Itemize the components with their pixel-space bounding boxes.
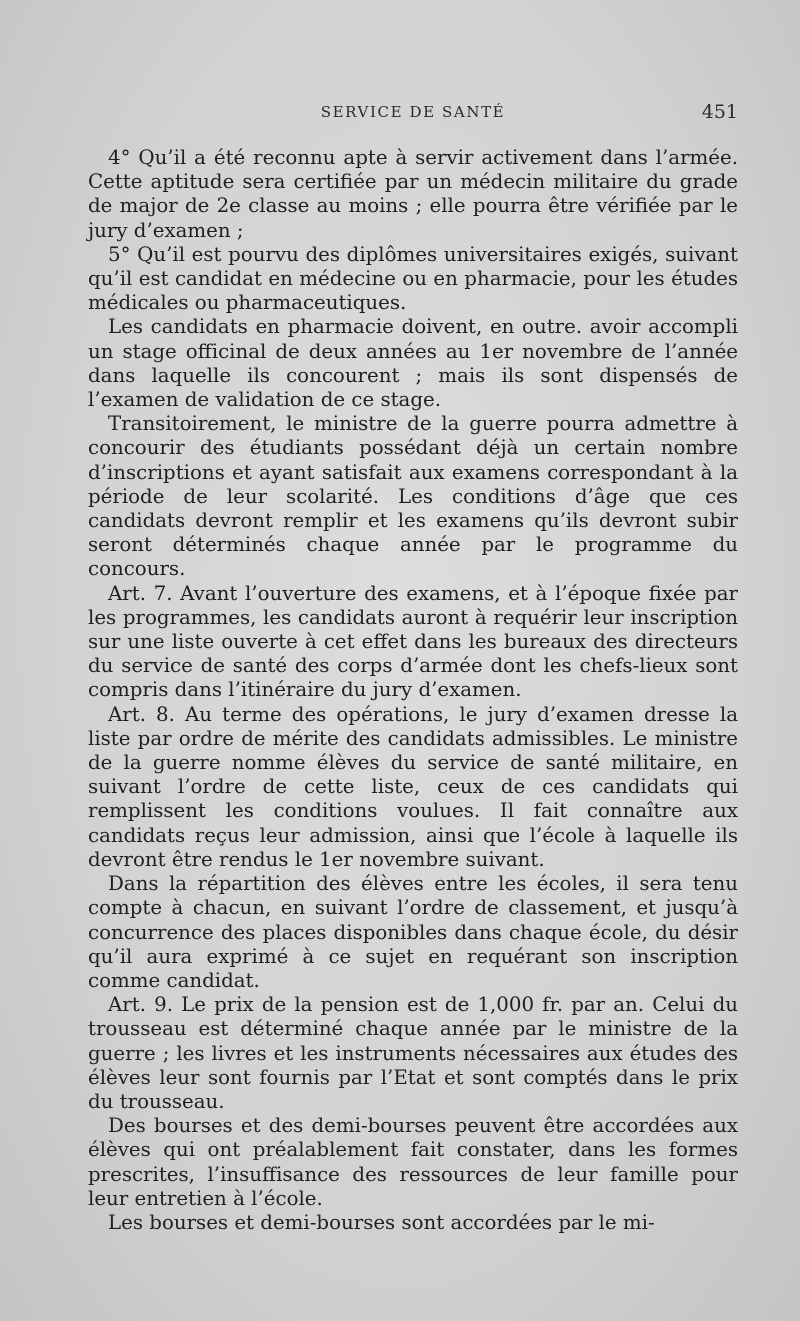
paragraph-pharmacy-stage: Les candidats en pharmacie doivent, en outre. avoir accompli un stage officinal de deux années au 1er novembre de l’année dans laquelle ils concourent ; mais ils sont dispensés de l’examen de validation de ce stage.: [88, 315, 738, 412]
paragraph-article-8: Art. 8. Au terme des opérations, le jury d’examen dresse la liste par ordre de mérite des candidats admissibles. Le ministre de la guerre nomme élèves du service de santé militaire, en suivant l’ordre de cette liste, ceux de ces candidats qui remplissent les conditions voulues. Il fait connaître aux candidats reçus leur admission, ainsi que l’école à laquelle ils devront être rendus le 1er novembre suivant.: [88, 702, 738, 871]
body-text: [88, 146, 738, 1235]
paragraph-article-9: Art. 9. Le prix de la pension est de 1,000 fr. par an. Celui du trousseau est déterminé chaque année par le ministre de la guerre ; les livres et les instruments nécessaires aux études des élèves leur sont fournis par l’Etat et sont comptés dans le prix du trousseau.: [88, 993, 738, 1113]
paragraph-bursaries: Des bourses et des demi-bourses peuvent être accordées aux élèves qui ont préalablement fait constater, dans les formes prescrites, l’insuffisance des ressources de leur famille pour leur entretien à l’école.: [88, 1114, 738, 1210]
paragraph-transitional: Transitoirement, le ministre de la guerre pourra admettre à concourir des étudiants possédant déjà un certain nombre d’inscriptions et ayant satisfait aux examens correspondant à la période de leur scolarité. Les conditions d’âge que ces candidats devront remplir et les examens qu’ils devront subir seront déterminés chaque année par le programme du concours.: [88, 412, 738, 581]
paragraph-condition-5: 5° Qu’il est pourvu des diplômes universitaires exigés, suivant qu’il est candidat en médecine ou en pharmacie, pour les études médicales ou pharmaceutiques.: [88, 242, 738, 315]
paragraph-article-7: Art. 7. Avant l’ouverture des examens, et à l’époque fixée par les programmes, les candidats auront à requérir leur inscription sur une liste ouverte à cet effet dans les bureaux des directeurs du service de santé des corps d’armée dont les chefs-lieux sont compris dans l’itinéraire du jury d’examen.: [88, 581, 738, 702]
page-number: 451: [701, 101, 738, 123]
running-title: SERVICE DE SANTÉ: [320, 103, 506, 121]
page-header: [88, 103, 738, 133]
paragraph-bursaries-continued: Les bourses et demi-bourses sont accordées par le mi-: [108, 1210, 655, 1234]
paragraph-distribution: Dans la répartition des élèves entre les écoles, il sera tenu compte à chacun, en suivant l’ordre de classement, et jusqu’à concurrence des places disponibles dans chaque école, du désir qu’il aura exprimé à ce sujet en requérant son inscription comme candidat.: [88, 872, 738, 992]
paragraph-condition-4: 4° Qu’il a été reconnu apte à servir activement dans l’armée. Cette aptitude sera certifiée par un médecin militaire du grade de major de 2e classe au moins ; elle pourra être vérifiée par le jury d’examen ;: [88, 146, 738, 242]
